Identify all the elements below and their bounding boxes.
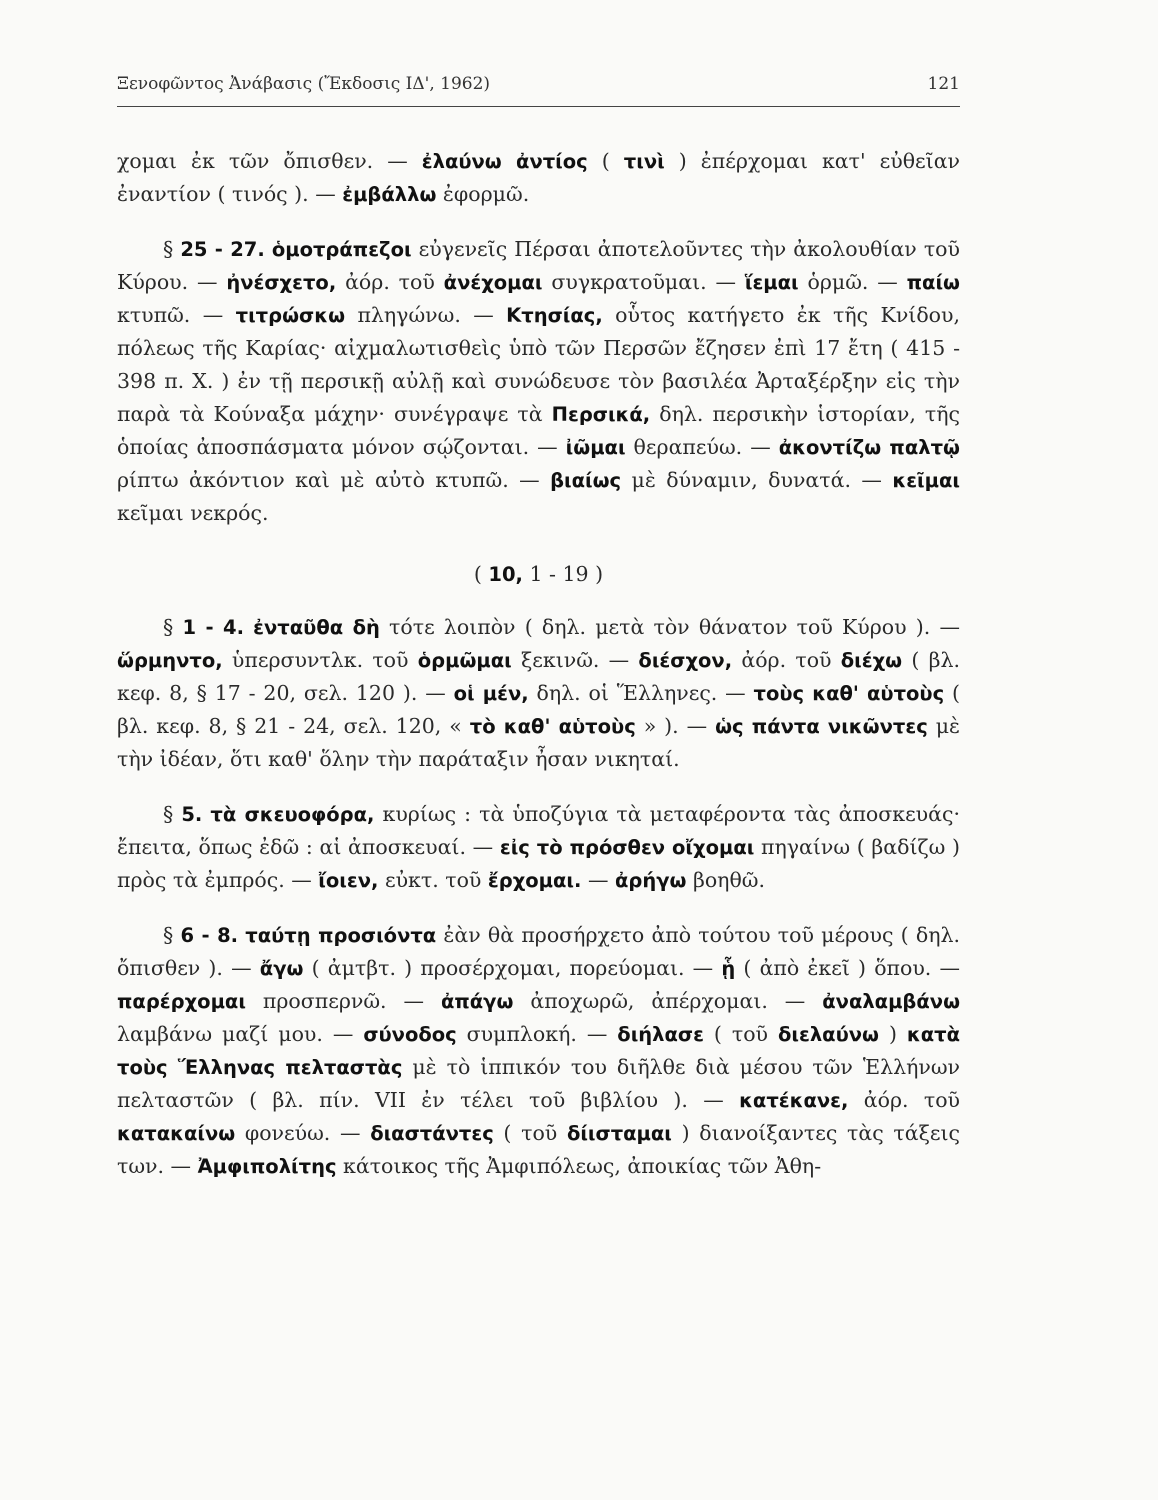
lemma-term: ἐμβάλλω (342, 183, 437, 206)
gloss-text: οὗτος κατήγετο ἐκ τῆς Κνίδου, πόλεως τῆς Καρίας· αἰχμαλωτισθεὶς ὑπὸ τῶν Περσῶν ἔζησεν ἐπὶ 17 ἔτη ( 415 - 398 π. Χ. ) ἐν τῇ περσικῇ αὐλῇ καὶ συνώδευσε τὸν βασιλέα Ἀρταξέρξην εἰς τὴν παρὰ τὰ Κούναξα μάχην· συνέγραψε τὰ (117, 303, 960, 426)
gloss-text: ( ἀμτβτ. ) προσέρχομαι, πορεύομαι. — (303, 956, 722, 980)
gloss-text: ) ἐπέρχομαι κατ' εὐθεῖαν ἐναντίον ( τινός ). — (117, 149, 960, 206)
gloss-text: ἐφορμῶ. (436, 182, 530, 206)
gloss-text: ) (878, 1022, 907, 1046)
lemma-term: δίισταμαι (566, 1122, 672, 1145)
lemma-term: τιτρώσκω (235, 304, 346, 327)
gloss-text: κυρίως : τὰ ὑποζύγια τὰ μεταφέροντα τὰς ἀποσκευάς· ἔπειτα, ὅπως ἐδῶ : αἱ ἀποσκευαί. — (117, 802, 960, 859)
gloss-text (244, 615, 253, 639)
gloss-text: § (163, 237, 181, 261)
lemma-term: ὁμοτράπεζοι (271, 238, 412, 261)
lemma-term: ἠνέσχετο, (226, 271, 337, 294)
lemma-term: ἰῶμαι (565, 436, 626, 459)
gloss-text: θεραπεύω. — (625, 435, 779, 459)
gloss-text (265, 237, 272, 261)
paragraph (117, 798, 960, 897)
lemma-term: κατέκανε, (739, 1089, 849, 1112)
paragraph (117, 558, 960, 591)
gloss-text: μὲ τὴν ἰδέαν, ὅτι καθ' ὅλην τὴν παράταξιν ἦσαν νικηταί. (117, 714, 961, 771)
gloss-text: συμπλοκή. — (456, 1022, 618, 1046)
lemma-term: ἐνταῦθα δὴ (253, 616, 380, 639)
lemma-term: τινὶ (623, 150, 665, 173)
lemma-term: οἱ μέν, (453, 682, 529, 705)
gloss-text: εὐκτ. τοῦ (378, 868, 488, 892)
gloss-text: εὐγενεῖς Πέρσαι ἀποτελοῦντες τὴν ἀκολουθίαν τοῦ Κύρου. — (117, 237, 960, 294)
paragraph (117, 611, 960, 776)
gloss-text: πληγώνω. — (345, 303, 507, 327)
lemma-term: διήλασε (617, 1023, 704, 1046)
gloss-text: ἀόρ. τοῦ (336, 270, 444, 294)
gloss-text: 1 - 19 ) (522, 562, 604, 586)
gloss-text: βοηθῶ. (686, 868, 766, 892)
lemma-term: ἄγω (259, 957, 304, 980)
paragraph (117, 919, 960, 1183)
lemma-term: βιαίως (550, 469, 622, 492)
gloss-text: φονεύω. — (235, 1121, 371, 1145)
paragraph (117, 145, 960, 211)
lemma-term: ἐλαύνω ἀντίος (421, 150, 588, 173)
gloss-text: κεῖμαι νεκρός. (117, 501, 269, 525)
lemma-term: 5. (181, 803, 203, 826)
gloss-text: κτυπῶ. — (117, 303, 236, 327)
lemma-term: διαστάντες (370, 1122, 494, 1145)
page-number: 121 (927, 74, 960, 94)
gloss-text: ( τοῦ (703, 1022, 778, 1046)
lemma-term: κατὰ τοὺς Ἕλληνας πελταστὰς (117, 1023, 960, 1079)
lemma-term: διέσχον, (638, 649, 733, 672)
gloss-text: ρίπτω ἀκόντιον καὶ μὲ αὐτὸ κτυπῶ. — (117, 468, 551, 492)
gloss-text: ( βλ. κεφ. 8, § 21 - 24, σελ. 120, « (117, 681, 961, 738)
gloss-text: ἀόρ. τοῦ (732, 648, 841, 672)
lemma-term: ἀκοντίζω παλτῷ (778, 436, 960, 459)
gloss-text: § (163, 802, 182, 826)
gloss-text: συγκρατοῦμαι. — (542, 270, 745, 294)
gloss-text: ἀόρ. τοῦ (848, 1088, 960, 1112)
gloss-text: § (163, 923, 181, 947)
gloss-text: πηγαίνω ( βαδίζω ) πρὸς τὰ ἐμπρός. — (117, 835, 960, 892)
lemma-term: διέχω (840, 649, 903, 672)
lemma-term: ἴοιεν, (318, 869, 379, 892)
lemma-term: τὸ καθ' αὑτοὺς (469, 715, 636, 738)
gloss-text: ξεκινῶ. — (511, 648, 639, 672)
lemma-term: Κτησίας, (506, 304, 603, 327)
gloss-text: δηλ. οἱ Ἕλληνες. — (528, 681, 754, 705)
lemma-term: 25 - 27. (180, 238, 265, 261)
gloss-text: — (581, 868, 615, 892)
gloss-text: τότε λοιπὸν ( δηλ. μετὰ τὸν θάνατον τοῦ Κύρου ). — (379, 615, 960, 639)
lemma-term: εἰς τὸ πρόσθεν οἴχομαι (499, 836, 755, 859)
lemma-term: Ἀμφιπολίτης (197, 1155, 337, 1178)
lemma-term: 10, (488, 563, 523, 586)
lemma-term: ἀνέχομαι (443, 271, 543, 294)
lemma-term: ἀναλαμβάνω (822, 990, 961, 1013)
gloss-text: ) διανοίξαντες τὰς τάξεις των. — (117, 1121, 960, 1178)
running-title: Ξενοφῶντος Ἀνάβασις (Ἔκδοσις ΙΔ', 1962) (117, 74, 491, 94)
gloss-text: ( (473, 562, 489, 586)
gloss-text: » ). — (635, 714, 716, 738)
lemma-term: 1 - 4. (182, 616, 244, 639)
lemma-term: Περσικά, (551, 403, 651, 426)
paragraph (117, 233, 960, 530)
lemma-term: ταύτῃ προσιόντα (245, 924, 437, 947)
gloss-text: χομαι ἐκ τῶν ὄπισθεν. — (117, 149, 422, 173)
lemma-term: παρέρχομαι (117, 990, 246, 1013)
lemma-term: παίω (906, 271, 960, 294)
gloss-text: μὲ τὸ ἱππικόν του διῆλθε διὰ μέσου τῶν Ἑλλήνων πελταστῶν ( βλ. πίν. VII ἐν τέλει τοῦ βιβλίου ). — (117, 1055, 960, 1112)
gloss-text: ( (587, 149, 624, 173)
gloss-text: κάτοικος τῆς Ἀμφιπόλεως, ἀποικίας τῶν Ἀθη- (336, 1154, 822, 1178)
gloss-text: λαμβάνω μαζί μου. — (117, 1022, 364, 1046)
running-header (117, 74, 960, 107)
gloss-text: ὑπερσυντλκ. τοῦ (222, 648, 418, 672)
lemma-term: ἀρήγω (614, 869, 687, 892)
lemma-term: ὥρμηντο, (117, 649, 223, 672)
gloss-text: ἐὰν θὰ προσήρχετο ἀπὸ τούτου τοῦ μέρους ( δηλ. ὄπισθεν ). — (117, 923, 960, 980)
gloss-text: ἀποχωρῶ, ἀπέρχομαι. — (513, 989, 823, 1013)
lemma-term: ἵεμαι (744, 271, 799, 294)
gloss-text: § (163, 615, 183, 639)
commentary-text (117, 145, 960, 1183)
gloss-text: ( τοῦ (493, 1121, 567, 1145)
lemma-term: διελαύνω (777, 1023, 879, 1046)
gloss-text: δηλ. περσικὴν ἱστορίαν, τῆς ὁποίας ἀποσπάσματα μόνον σῴζονται. — (117, 402, 960, 459)
lemma-term: ὡς πάντα νικῶντες (715, 715, 928, 738)
lemma-term: σύνοδος (363, 1023, 457, 1046)
lemma-term: κατακαίνω (117, 1122, 236, 1145)
gloss-text: ( βλ. κεφ. 8, § 17 - 20, σελ. 120 ). — (117, 648, 960, 705)
gloss-text: μὲ δύναμιν, δυνατά. — (621, 468, 893, 492)
gloss-text: ( ἀπὸ ἐκεῖ ) ὅπου. — (735, 956, 960, 980)
lemma-term: ὁρμῶμαι (417, 649, 512, 672)
lemma-term: ᾗ (721, 957, 736, 980)
lemma-term: τὰ σκευοφόρα, (210, 803, 375, 826)
gloss-text: ὁρμῶ. — (798, 270, 907, 294)
lemma-term: ἔρχομαι. (487, 869, 582, 892)
lemma-term: 6 - 8. (180, 924, 239, 947)
gloss-text: προσπερνῶ. — (245, 989, 441, 1013)
lemma-term: ἀπάγω (440, 990, 514, 1013)
lemma-term: κεῖμαι (892, 469, 960, 492)
lemma-term: τοὺς καθ' αὑτοὺς (753, 682, 945, 705)
